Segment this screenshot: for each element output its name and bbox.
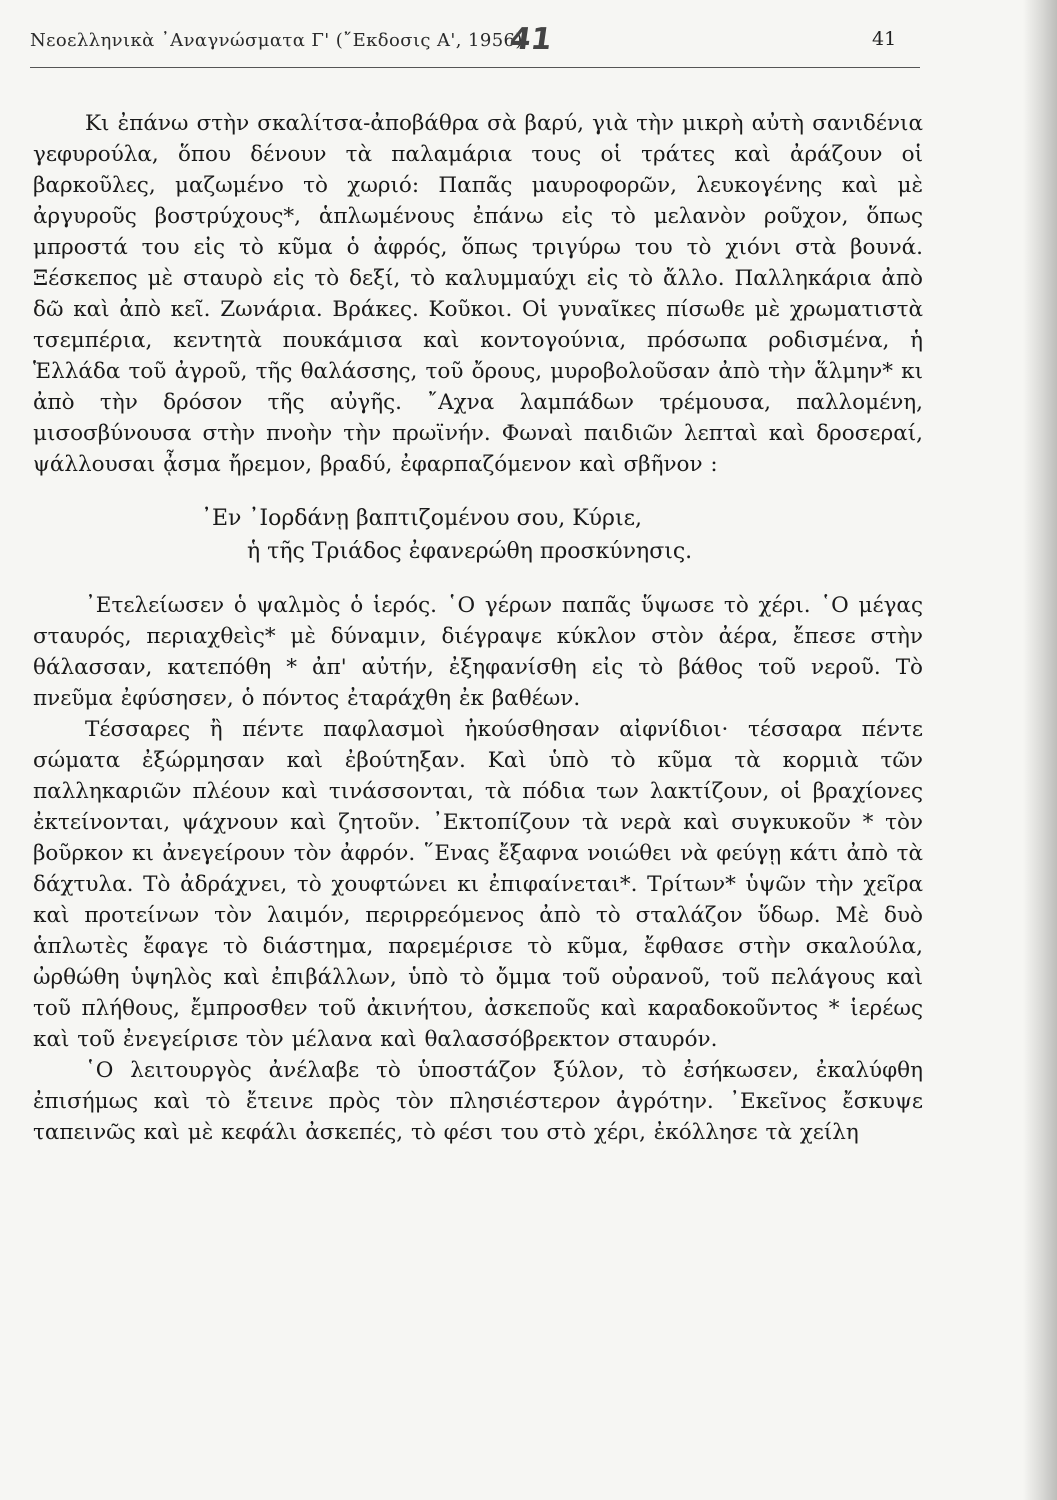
verse-line-1: ᾿Εν ᾿Ιορδάνῃ βαπτιζομένου σου, Κύριε, bbox=[201, 506, 643, 531]
page-number: 41 bbox=[872, 28, 897, 50]
body-text bbox=[33, 108, 923, 1148]
paragraph-2: ᾿Ετελείωσεν ὁ ψαλμὸς ὁ ἱερός. ῾Ο γέρων παπᾶς ὕψωσε τὸ χέρι. ῾Ο μέγας σταυρός, περιαχθεὶς* μὲ δύναμιν, διέγραψε κύκλον στὸν ἀέρα, ἔπεσε στὴν θάλασσαν, κατεπόθη * ἀπ' αὐτήν, ἐξηφανίσθη εἰς τὸ βάθος τοῦ νεροῦ. Τὸ πνεῦμα ἐφύσησεν, ὁ πόντος ἐταράχθη ἐκ βαθέων. bbox=[33, 593, 923, 711]
paragraph-4: ῾Ο λειτουργὸς ἀνέλαβε τὸ ὑποστάζον ξύλον, τὸ ἐσήκωσεν, ἐκαλύφθη ἐπισήμως καὶ τὸ ἔτεινε πρὸς τὸν πλησιέστερον ἀγρότην. ᾿Εκεῖνος ἔσκυψε ταπεινῶς καὶ μὲ κεφάλι ἀσκεπές, τὸ φέσι του στὸ χέρι, ἐκόλλησε τὰ χείλη bbox=[33, 1058, 923, 1145]
paragraph-3: Τέσσαρες ἢ πέντε παφλασμοὶ ἠκούσθησαν αἰφνίδιοι· τέσσαρα πέντε σώματα ἐξώρμησαν καὶ ἐβούτηξαν. Καὶ ὑπὸ τὸ κῦμα τὰ κορμιὰ τῶν παλληκαριῶν πλέουν καὶ τινάσσονται, τὰ πόδια των λακτίζουν, οἱ βραχίονες ἐκτείνονται, ψάχνουν καὶ ζητοῦν. ᾿Εκτοπίζουν τὰ νερὰ καὶ συγκυκοῦν * τὸν βοῦρκον κι ἀνεγείρουν τὸν ἀφρόν. ῞Ενας ἔξαφνα νοιώθει νὰ φεύγῃ κάτι ἀπὸ τὰ δάχτυλα. Τὸ ἀδράχνει, τὸ χουφτώνει κι ἐπιφαίνεται*. Τρίτων* ὑψῶν τὴν χεῖρα καὶ προτείνων τὸν λαιμόν, περιρρεόμενος ἀπὸ τὸ σταλάζον ὕδωρ. Μὲ δυὸ ἁπλωτὲς ἔφαγε τὸ διάστημα, παρεμέρισε τὸ κῦμα, ἔφθασε στὴν σκαλούλα, ὠρθώθη ὑψηλὸς καὶ ἐπιβάλλων, ὑπὸ τὸ ὄμμα τοῦ οὐρανοῦ, τοῦ πελάγους καὶ τοῦ πλήθους, ἔμπροσθεν τοῦ ἀκινήτου, ἀσκεποῦς καὶ καραδοκοῦντος * ἱερέως καὶ τοῦ ἐνεγείρισε τὸν μέλανα καὶ θαλασσόβρεκτον σταυρόν. bbox=[33, 717, 923, 1052]
page-edge-shadow bbox=[1023, 0, 1057, 1500]
verse-line-2: ἡ τῆς Τριάδος ἐφανερώθη προσκύνησις. bbox=[247, 539, 693, 564]
paragraph-1: Κι ἐπάνω στὴν σκαλίτσα-ἀποβάθρα σὰ βαρύ, γιὰ τὴν μικρὴ αὐτὴ σανιδένια γεφυρούλα, ὅπου δένουν τὰ παλαμάρια τους οἱ τράτες καὶ ἀράζουν οἱ βαρκοῦλες, μαζωμένο τὸ χωριό: Παπᾶς μαυροφορῶν, λευκογένης καὶ μὲ ἀργυροῦς βοστρύχους*, ἁπλωμένους ἐπάνω εἰς τὸ μελανὸν ροῦχον, ὅπως μπροστά του εἰς τὸ κῦμα ὁ ἀφρός, ὅπως τριγύρω του τὸ χιόνι στὰ βουνά. Ξέσκεπος μὲ σταυρὸ εἰς τὸ δεξί, τὸ καλυμμαύχι εἰς τὸ ἄλλο. Παλληκάρια ἀπὸ δῶ καὶ ἀπὸ κεῖ. Ζωνάρια. Βράκες. Κοῦκοι. Οἱ γυναῖκες πίσωθε μὲ χρωματιστὰ τσεμπέρια, κεντητὰ πουκάμισα καὶ κοντογούνια, πρόσωπα ροδισμένα, ἡ Ἑλλάδα τοῦ ἀγροῦ, τῆς θαλάσσης, τοῦ ὄρους, μυροβολοῦσαν ἀπὸ τὴν ἅλμην* κι ἀπὸ τὴν δρόσον τῆς αὐγῆς. ῎Αχνα λαμπάδων τρέμουσα, παλλομένη, μισοσβύνουσα στὴν πνοὴν τὴν πρωϊνήν. Φωναὶ παιδιῶν λεπταὶ καὶ δροσεραί, ψάλλουσαι ᾆσμα ἤρεμον, βραδύ, ἐφαρπαζόμενον καὶ σβῆνον : bbox=[33, 111, 923, 477]
running-head: Νεοελληνικὰ ᾿Αναγνώσματα Γ' (῎Εκδοσις Α', 1956) bbox=[30, 30, 523, 51]
page-header bbox=[30, 22, 1010, 62]
hymn-verse bbox=[33, 502, 923, 568]
handwritten-page-mark: 41 bbox=[507, 22, 555, 57]
header-rule bbox=[30, 67, 920, 68]
